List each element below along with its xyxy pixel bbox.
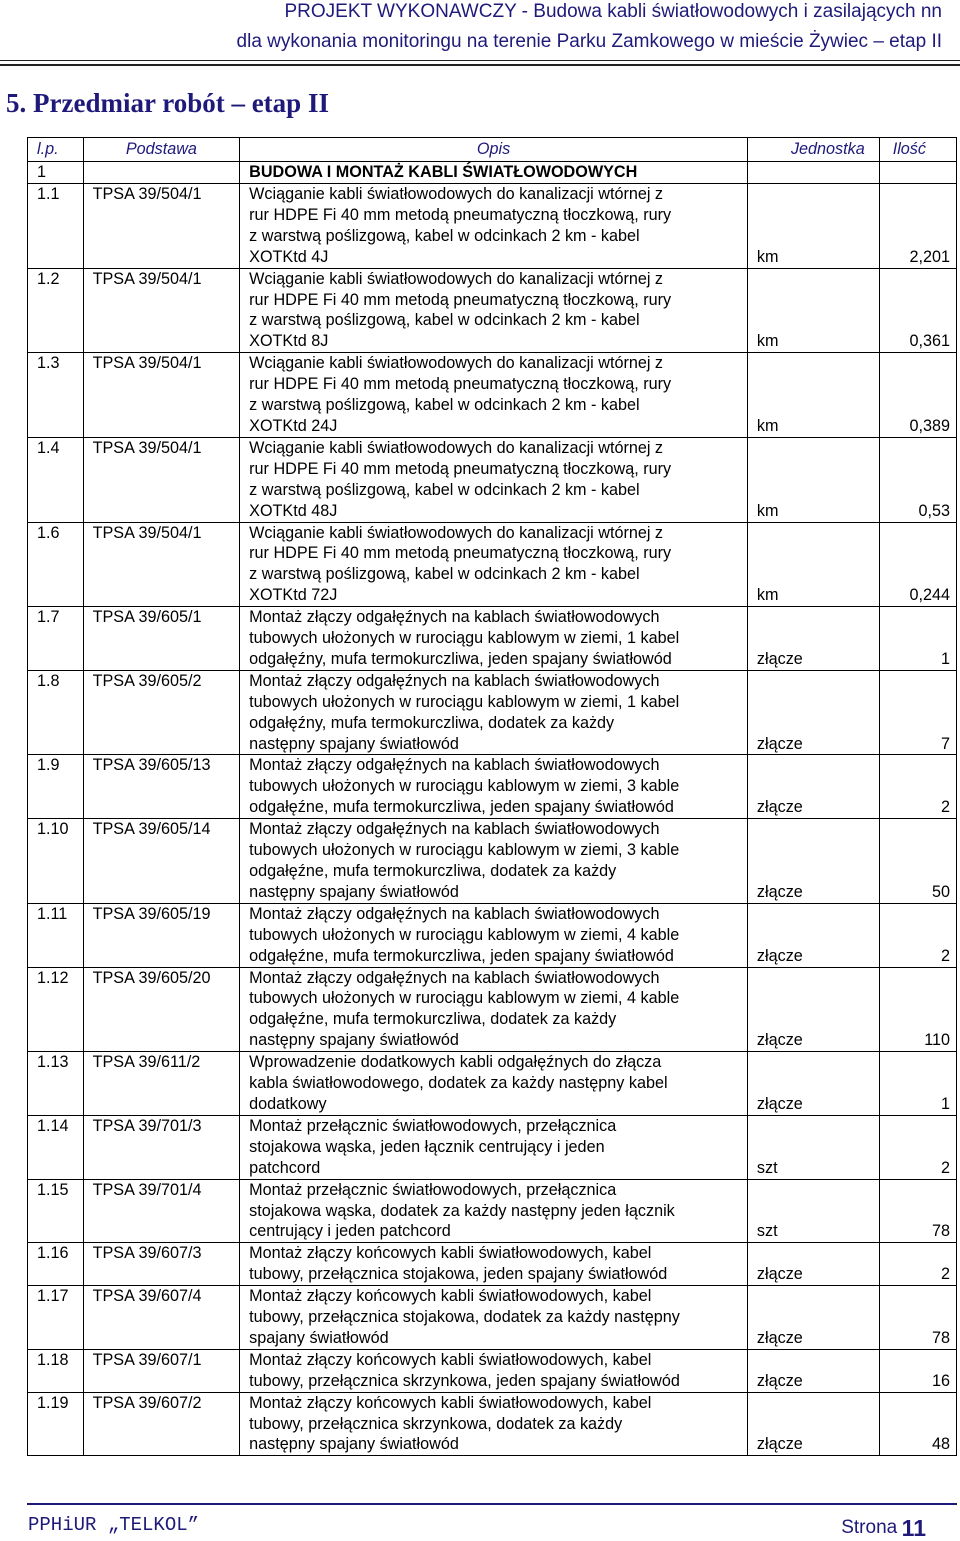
description-line: XOTKtd 72J [249,586,338,605]
row-quantity-value: 0,361 [909,332,950,351]
row-quantity [879,755,956,819]
row-quantity [879,1052,956,1116]
row-quantity [879,184,956,269]
row-unit [747,1115,879,1179]
row-base: TPSA 39/607/4 [83,1286,240,1350]
table-row [28,268,957,353]
row-unit [747,1349,879,1392]
row-unit [747,268,879,353]
row-quantity [879,903,956,967]
row-unit [747,1052,879,1116]
row-quantity-value: 48 [931,1435,950,1454]
row-quantity-value: 50 [931,882,950,901]
description-line: tubowych ułożonych w rurociągu kablowym w ziemi, 3 kable [249,841,680,860]
description-line: z warstwą poślizgową, kabel w odcinkach 2 km - kabel [249,565,640,584]
row-quantity-value: 2,201 [909,247,950,266]
footer-rule [27,1503,957,1505]
row-unit [747,819,879,904]
description-line: z warstwą poślizgową, kabel w odcinkach 2 km - kabel [249,480,640,499]
description-line: rur HDPE Fi 40 mm metodą pneumatyczną tłoczkową, rury [249,205,672,224]
description-line: następny spajany światłowód [249,734,459,753]
description-line: rur HDPE Fi 40 mm metodą pneumatyczną tłoczkową, rury [249,290,672,309]
footer-page-number: 11 [901,1515,926,1541]
row-quantity [879,1115,956,1179]
description-line: Montaż złączy odgałęźnych na kablach światłowodowych [249,820,660,839]
row-base: TPSA 39/607/1 [83,1349,240,1392]
row-unit [747,184,879,269]
row-description [240,1179,748,1243]
description-line: Wprowadzenie dodatkowych kabli odgałęźnych do złącza [249,1053,662,1072]
row-unit-value: km [756,247,779,266]
row-base: TPSA 39/605/20 [83,967,240,1052]
description-line: tubowy, przełącznica skrzynkowa, jeden spajany światłowód [249,1371,680,1390]
row-description [240,967,748,1052]
row-unit-value: szt [756,1222,778,1241]
row-quantity-value: 0,389 [909,416,950,435]
row-lp: 1.9 [28,755,84,819]
row-lp: 1.13 [28,1052,84,1116]
row-unit-value: złącze [756,1031,803,1050]
description-line: Montaż przełącznic światłowodowych, przełącznica [249,1180,617,1199]
description-line: z warstwą poślizgową, kabel w odcinkach 2 km - kabel [249,311,640,330]
description-line: Wciąganie kabli światłowodowych do kanalizacji wtórnej z [249,354,664,373]
row-description [240,1052,748,1116]
column-header-quantity: Ilość [879,138,956,162]
description-line: XOTKtd 8J [249,332,329,351]
row-unit-value: złącze [756,734,803,753]
row-unit-value: złącze [756,882,803,901]
header-project-subtitle: dla wykonania monitoringu na terenie Parku Zamkowego w mieście Żywiec – etap II [236,31,942,52]
row-base: TPSA 39/701/4 [83,1179,240,1243]
row-base: TPSA 39/701/3 [83,1115,240,1179]
row-lp: 1.3 [28,353,84,438]
description-line: tubowych ułożonych w rurociągu kablowym w ziemi, 1 kabel [249,692,680,711]
row-unit [747,522,879,607]
column-header-description: Opis [240,138,748,162]
description-line: stojakowa wąska, jeden łącznik centrujący i jeden [249,1137,605,1156]
table-row [28,1286,957,1350]
row-quantity [879,437,956,522]
description-line: Wciąganie kabli światłowodowych do kanalizacji wtórnej z [249,269,664,288]
row-quantity-value: 1 [940,649,950,668]
row-lp: 1.1 [28,184,84,269]
description-line: z warstwą poślizgową, kabel w odcinkach 2 km - kabel [249,396,640,415]
section-qty-empty [879,162,956,184]
row-lp: 1.17 [28,1286,84,1350]
table-row [28,1052,957,1116]
table-row [28,607,957,671]
description-line: spajany światłowód [249,1328,389,1347]
table-row [28,184,957,269]
row-quantity-value: 2 [940,1265,950,1284]
row-description [240,819,748,904]
row-quantity-value: 0,244 [909,586,950,605]
description-line: Montaż złączy odgałęźnych na kablach światłowodowych [249,968,660,987]
table-row [28,522,957,607]
row-base: TPSA 39/605/14 [83,819,240,904]
row-unit [747,967,879,1052]
row-description [240,1243,748,1286]
description-line: tubowych ułożonych w rurociągu kablowym w ziemi, 3 kable [249,777,680,796]
row-quantity [879,353,956,438]
section-base-empty [83,162,240,184]
row-unit-value: km [756,501,779,520]
description-line: tubowy, przełącznica stojakowa, jeden spajany światłowód [249,1265,668,1284]
description-line: centrujący i jeden patchcord [249,1222,451,1241]
table-row [28,1115,957,1179]
table-row [28,1179,957,1243]
row-quantity [879,1243,956,1286]
table-row [28,755,957,819]
description-line: tubowy, przełącznica stojakowa, dodatek za każdy następny [249,1308,680,1327]
table-row [28,670,957,755]
row-quantity-value: 0,53 [918,501,950,520]
row-lp: 1.12 [28,967,84,1052]
table-row [28,819,957,904]
row-base: TPSA 39/504/1 [83,184,240,269]
row-description [240,1349,748,1392]
row-lp: 1.16 [28,1243,84,1286]
row-lp: 1.2 [28,268,84,353]
description-line: XOTKtd 48J [249,501,338,520]
row-base: TPSA 39/605/19 [83,903,240,967]
row-base: TPSA 39/504/1 [83,353,240,438]
description-line: odgałęźne, mufa termokurczliwa, jeden spajany światłowód [249,798,674,817]
description-line: XOTKtd 24J [249,416,338,435]
description-line: tubowych ułożonych w rurociągu kablowym w ziemi, 4 kable [249,925,680,944]
row-unit-value: złącze [756,1371,803,1390]
row-unit [747,903,879,967]
row-description [240,522,748,607]
description-line: następny spajany światłowód [249,1031,459,1050]
row-lp: 1.18 [28,1349,84,1392]
row-quantity [879,1392,956,1456]
column-header-unit: Jednostka [747,138,879,162]
footer-page-indicator [841,1512,926,1539]
description-line: dodatkowy [249,1094,327,1113]
row-base: TPSA 39/605/13 [83,755,240,819]
row-base: TPSA 39/504/1 [83,522,240,607]
row-quantity [879,967,956,1052]
description-line: Montaż złączy końcowych kabli światłowodowych, kabel [249,1287,652,1306]
row-unit-value: złącze [756,946,803,965]
row-lp: 1.7 [28,607,84,671]
header-rule-thick [0,64,960,66]
description-line: Montaż złączy odgałęźnych na kablach światłowodowych [249,904,660,923]
row-unit-value: złącze [756,1328,803,1347]
row-description [240,1115,748,1179]
description-line: Montaż złączy odgałęźnych na kablach światłowodowych [249,756,660,775]
row-unit-value: km [756,332,779,351]
row-description [240,1392,748,1456]
row-quantity-value: 2 [940,1158,950,1177]
description-line: rur HDPE Fi 40 mm metodą pneumatyczną tłoczkową, rury [249,375,672,394]
section-unit-empty [747,162,879,184]
description-line: następny spajany światłowód [249,1435,459,1454]
table-row [28,1392,957,1456]
section-row [28,162,957,184]
table-row [28,1349,957,1392]
row-quantity-value: 78 [931,1222,950,1241]
row-base: TPSA 39/607/3 [83,1243,240,1286]
row-unit [747,670,879,755]
row-lp: 1.6 [28,522,84,607]
row-unit [747,1243,879,1286]
description-line: tubowy, przełącznica skrzynkowa, dodatek za każdy [249,1414,623,1433]
row-unit-value: złącze [756,798,803,817]
row-unit-value: złącze [756,1435,803,1454]
table-row [28,1243,957,1286]
description-line: stojakowa wąska, dodatek za każdy następny jeden łącznik [249,1201,675,1220]
row-unit-value: złącze [756,649,803,668]
description-line: tubowych ułożonych w rurociągu kablowym w ziemi, 4 kable [249,989,680,1008]
description-line: z warstwą poślizgową, kabel w odcinkach 2 km - kabel [249,226,640,245]
section-lp: 1 [28,162,84,184]
description-line: rur HDPE Fi 40 mm metodą pneumatyczną tłoczkową, rury [249,544,672,563]
row-quantity [879,1349,956,1392]
row-base: TPSA 39/605/1 [83,607,240,671]
header-rule-thin [0,60,960,61]
row-lp: 1.15 [28,1179,84,1243]
footer-page-label: Strona [841,1517,898,1538]
row-quantity-value: 78 [931,1328,950,1347]
row-unit [747,607,879,671]
row-lp: 1.11 [28,903,84,967]
row-lp: 1.4 [28,437,84,522]
row-description [240,268,748,353]
description-line: Montaż przełącznic światłowodowych, przełącznica [249,1116,617,1135]
bill-of-quantities-table [27,137,957,1456]
row-lp: 1.14 [28,1115,84,1179]
row-quantity-value: 16 [931,1371,950,1390]
description-line: odgałęźny, mufa termokurczliwa, dodatek za każdy [249,713,615,732]
description-line: odgałęźne, mufa termokurczliwa, dodatek za każdy [249,862,617,880]
row-quantity [879,522,956,607]
row-description [240,1286,748,1350]
description-line: odgałęźne, mufa termokurczliwa, dodatek za każdy [249,1010,617,1029]
row-lp: 1.19 [28,1392,84,1456]
description-line: Wciąganie kabli światłowodowych do kanalizacji wtórnej z [249,438,664,457]
row-base: TPSA 39/504/1 [83,437,240,522]
row-unit [747,1392,879,1456]
row-base: TPSA 39/605/2 [83,670,240,755]
row-quantity-value: 110 [924,1031,950,1050]
header-project-title: PROJEKT WYKONAWCZY - Budowa kabli światłowodowych i zasilających nn [284,1,942,22]
row-description [240,353,748,438]
row-quantity-value: 7 [940,734,950,753]
table-row [28,353,957,438]
description-line: XOTKtd 4J [249,247,329,266]
row-quantity [879,819,956,904]
row-description [240,184,748,269]
row-unit [747,1286,879,1350]
row-quantity [879,607,956,671]
description-line: patchcord [249,1158,321,1177]
row-lp: 1.10 [28,819,84,904]
row-lp: 1.8 [28,670,84,755]
section-title: 5. Przedmiar robót – etap II [6,88,329,118]
footer-company: PPHiUR „TELKOL” [28,1514,200,1536]
description-line: tubowych ułożonych w rurociągu kablowym w ziemi, 1 kabel [249,629,680,648]
row-unit [747,437,879,522]
row-quantity [879,1286,956,1350]
description-line: odgałęźny, mufa termokurczliwa, jeden spajany światłowód [249,649,672,668]
description-line: Montaż złączy końcowych kabli światłowodowych, kabel [249,1244,652,1263]
row-quantity [879,268,956,353]
row-unit-value: km [756,586,779,605]
row-quantity [879,670,956,755]
description-line: następny spajany światłowód [249,882,459,901]
row-base: TPSA 39/607/2 [83,1392,240,1456]
row-quantity-value: 2 [940,798,950,817]
table-row [28,437,957,522]
column-header-base: Podstawa [83,138,240,162]
description-line: Montaż złączy odgałęźnych na kablach światłowodowych [249,608,660,627]
description-line: Wciąganie kabli światłowodowych do kanalizacji wtórnej z [249,523,664,542]
row-quantity-value: 2 [940,946,950,965]
table-header-row [28,138,957,162]
section-heading: BUDOWA I MONTAŻ KABLI ŚWIATŁOWODOWYCH [240,162,748,184]
description-line: rur HDPE Fi 40 mm metodą pneumatyczną tłoczkową, rury [249,459,672,478]
row-description [240,903,748,967]
row-description [240,670,748,755]
table-row [28,967,957,1052]
description-line: Montaż złączy końcowych kabli światłowodowych, kabel [249,1350,652,1369]
row-base: TPSA 39/611/2 [83,1052,240,1116]
row-unit [747,755,879,819]
row-unit [747,1179,879,1243]
row-description [240,607,748,671]
row-unit-value: szt [756,1158,778,1177]
description-line: Montaż złączy końcowych kabli światłowodowych, kabel [249,1393,652,1412]
column-header-lp: l.p. [28,138,84,162]
row-description [240,755,748,819]
description-line: Wciąganie kabli światłowodowych do kanalizacji wtórnej z [249,185,664,203]
row-unit-value: km [756,416,779,435]
description-line: odgałęźne, mufa termokurczliwa, jeden spajany światłowód [249,946,674,965]
description-line: Montaż złączy odgałęźnych na kablach światłowodowych [249,671,660,690]
row-unit [747,353,879,438]
row-quantity-value: 1 [940,1094,950,1113]
row-unit-value: złącze [756,1265,803,1284]
row-unit-value: złącze [756,1094,803,1113]
description-line: kabla światłowodowego, dodatek za każdy następny kabel [249,1074,668,1093]
row-base: TPSA 39/504/1 [83,268,240,353]
row-quantity [879,1179,956,1243]
row-description [240,437,748,522]
table-row [28,903,957,967]
